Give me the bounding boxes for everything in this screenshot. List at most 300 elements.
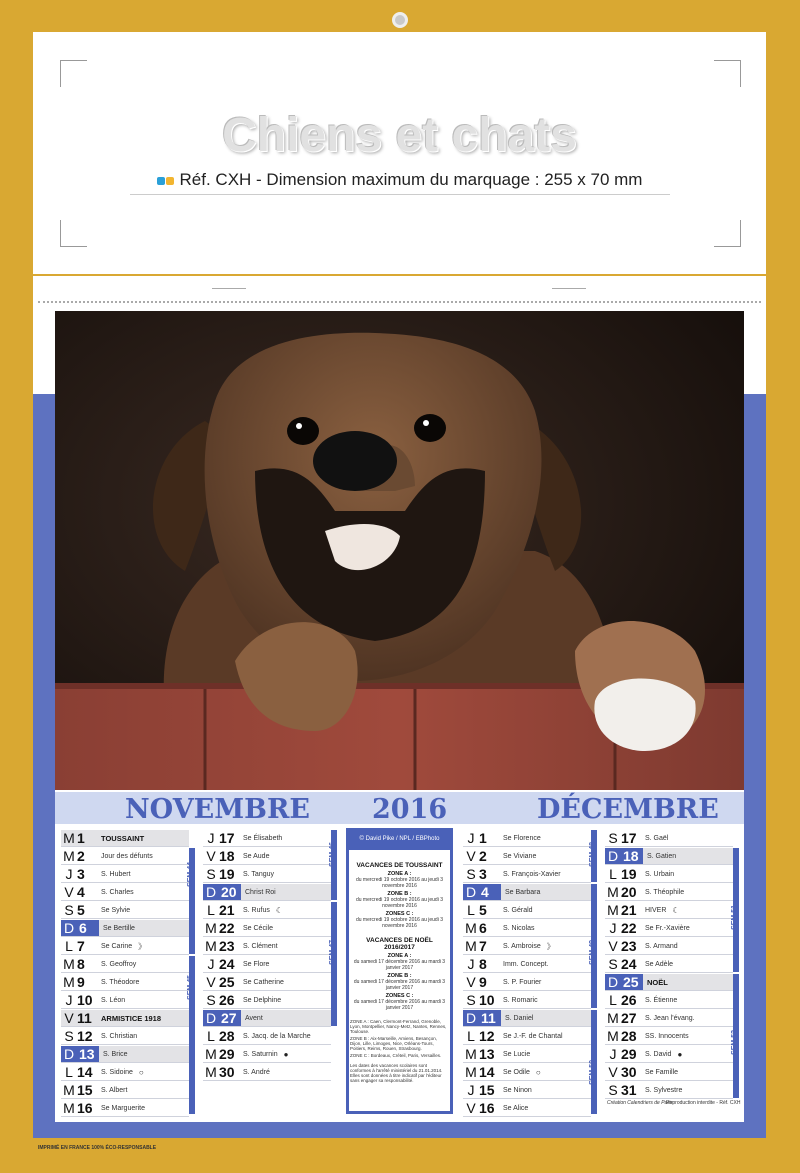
- day-row: [61, 1028, 189, 1045]
- saint-name: Se Cécile: [243, 924, 273, 932]
- day-row: [463, 992, 591, 1009]
- weekday-letter: V: [206, 848, 216, 864]
- day-row: [203, 866, 331, 883]
- saint-name: S. Sidoine: [101, 1068, 133, 1076]
- weekday-letter: M: [607, 884, 619, 900]
- tear-mark: [552, 288, 586, 289]
- day-number: 22: [621, 920, 637, 936]
- crop-mark: [60, 60, 87, 87]
- saint-name: Se Delphine: [243, 996, 282, 1004]
- noel-zone-b-dates: du samedi 17 décembre 2016 au mardi 3 janvier 2017: [353, 979, 446, 991]
- day-row: [203, 1046, 331, 1063]
- crop-mark: [60, 220, 87, 247]
- weekday-letter: L: [609, 992, 617, 1008]
- weekday-letter: M: [205, 1064, 217, 1080]
- day-number: 21: [219, 902, 235, 918]
- day-row: [605, 1028, 733, 1045]
- holidays-content: [350, 862, 449, 1083]
- saint-name: Se Famille: [645, 1068, 679, 1076]
- saint-name: S. Gérald: [503, 906, 533, 914]
- day-number: 21: [621, 902, 637, 918]
- saint-name: S. Gaël: [645, 834, 669, 842]
- week-label: SEM 48: [589, 842, 596, 867]
- day-row: [605, 1064, 733, 1081]
- day-row: [203, 992, 331, 1009]
- week-label: SEM 50: [589, 1060, 596, 1085]
- saint-name: Se Florence: [503, 834, 541, 842]
- zone-b-label: ZONE B :: [387, 891, 412, 897]
- weekday-letter: M: [205, 1046, 217, 1062]
- saint-name: Se Odile: [503, 1068, 530, 1076]
- day-number: 17: [621, 830, 637, 846]
- weekday-letter: V: [206, 974, 216, 990]
- day-row: [463, 1046, 591, 1063]
- weekday-letter: L: [609, 866, 617, 882]
- saint-name: S. Nicolas: [503, 924, 535, 932]
- weekday-letter: M: [63, 974, 75, 990]
- day-number: 29: [621, 1046, 637, 1062]
- week-label: SEM 47: [329, 940, 336, 965]
- zone-c-cities: ZONE C : Bordeaux, Créteil, Paris, Versailles.: [350, 1053, 442, 1058]
- day-row: [61, 902, 189, 919]
- divider: [130, 194, 670, 195]
- moon-phase-icon: ○: [535, 1067, 541, 1077]
- saint-name: S. Ambroise: [503, 942, 541, 950]
- saint-name: Christ Roi: [245, 888, 276, 896]
- weekday-letter: S: [64, 1028, 74, 1044]
- day-number: 16: [77, 1100, 93, 1116]
- moon-phase-icon: 》: [138, 941, 147, 951]
- weekday-letter: M: [465, 938, 477, 954]
- weekday-letter: S: [608, 830, 618, 846]
- dog-photo: [55, 311, 744, 790]
- zone-a-cities: ZONE A : Caen, Clermont-Ferrand, Grenoble, Lyon, Montpellier, Nancy-Metz, Nantes, Rennes, Toulouse.: [350, 1019, 447, 1034]
- day-row: [463, 866, 591, 883]
- day-row: [203, 1028, 331, 1045]
- day-row: [61, 956, 189, 973]
- weekday-letter: L: [65, 1064, 73, 1080]
- weekday-letter: S: [64, 902, 74, 918]
- weekday-letter: M: [205, 920, 217, 936]
- day-row: [605, 938, 733, 955]
- day-row: [203, 884, 331, 901]
- day-row: [203, 830, 331, 847]
- weekday-letter: D: [605, 848, 621, 864]
- zone-c-dates: du mercredi 19 octobre 2016 au jeudi 3 novembre 2016: [355, 917, 443, 929]
- day-row: [605, 920, 733, 937]
- day-row: [605, 1082, 733, 1099]
- day-row: [61, 1082, 189, 1099]
- week-label: SEM 49: [589, 940, 596, 965]
- weekday-letter: V: [64, 1010, 74, 1026]
- saint-name: Se Bertille: [103, 924, 135, 932]
- weekday-letter: M: [63, 848, 75, 864]
- moon-phase-icon: ☾: [672, 905, 680, 915]
- day-row: [61, 866, 189, 883]
- day-number: 17: [219, 830, 235, 846]
- day-row: [463, 1010, 591, 1027]
- weekday-letter: V: [608, 1064, 618, 1080]
- day-row: [463, 974, 591, 991]
- moon-phase-icon: ●: [283, 1049, 289, 1059]
- weekday-letter: D: [463, 884, 479, 900]
- saint-name: S. Daniel: [505, 1014, 534, 1022]
- weekday-letter: M: [465, 920, 477, 936]
- day-row: [605, 992, 733, 1009]
- day-number: 7: [77, 938, 85, 954]
- day-row: [61, 1064, 189, 1081]
- day-row: [203, 938, 331, 955]
- day-row: [605, 1010, 733, 1027]
- day-row: [463, 830, 591, 847]
- weekday-letter: D: [203, 1010, 219, 1026]
- day-row: [605, 956, 733, 973]
- saint-name: Se Adèle: [645, 960, 674, 968]
- day-number: 2: [479, 848, 487, 864]
- day-row: [203, 1010, 331, 1027]
- saint-name: S. Albert: [101, 1086, 128, 1094]
- day-number: 19: [621, 866, 637, 882]
- weekday-letter: V: [466, 1100, 476, 1116]
- day-row: [605, 974, 733, 991]
- weekday-letter: S: [206, 866, 216, 882]
- day-row: [61, 1010, 189, 1027]
- day-row: [605, 848, 733, 865]
- weekday-letter: J: [609, 920, 617, 936]
- day-row: [61, 992, 189, 1009]
- day-row: [463, 920, 591, 937]
- day-row: [605, 884, 733, 901]
- perforation-line: [38, 301, 761, 303]
- day-number: 24: [219, 956, 235, 972]
- day-row: [605, 902, 733, 919]
- saint-name: TOUSSAINT: [101, 833, 145, 843]
- weekday-letter: V: [466, 974, 476, 990]
- day-number: 1: [77, 830, 85, 846]
- day-row: [203, 956, 331, 973]
- saint-name: Se Alice: [503, 1104, 529, 1112]
- weekday-letter: V: [64, 884, 74, 900]
- day-row: [463, 956, 591, 973]
- day-row: [463, 1100, 591, 1117]
- day-number: 26: [219, 992, 235, 1008]
- day-number: 5: [77, 902, 85, 918]
- weekday-letter: S: [466, 866, 476, 882]
- day-row: [463, 902, 591, 919]
- day-number: 3: [479, 866, 487, 882]
- weekday-letter: J: [65, 866, 73, 882]
- saint-name: Se Carine: [101, 942, 133, 950]
- eco-label: IMPRIMÉ EN FRANCE 100% ÉCO-RESPONSABLE: [38, 1145, 157, 1151]
- day-number: 10: [77, 992, 93, 1008]
- day-number: 16: [479, 1100, 495, 1116]
- day-number: 28: [621, 1028, 637, 1044]
- day-row: [61, 830, 189, 847]
- day-number: 14: [479, 1064, 495, 1080]
- saint-name: S. Gatien: [647, 852, 677, 860]
- zone-a-label: ZONE A :: [387, 871, 412, 877]
- day-number: 20: [621, 884, 637, 900]
- day-number: 9: [479, 974, 487, 990]
- week-label: SEM 52: [731, 1030, 738, 1055]
- day-number: 9: [77, 974, 85, 990]
- saint-name: S. P. Fourier: [503, 978, 542, 986]
- brand-logo-icon: [157, 171, 174, 191]
- day-number: 10: [479, 992, 495, 1008]
- day-row: [463, 1082, 591, 1099]
- day-number: 1: [479, 830, 487, 846]
- creation-label: Création Calendriers de Paris: [607, 1100, 673, 1106]
- day-number: 13: [77, 1046, 99, 1062]
- moon-phase-icon: 》: [546, 941, 555, 951]
- reference-text: Réf. CXH - Dimension maximum du marquage : 255 x 70 mm: [179, 170, 643, 189]
- week-label: SEM 45: [187, 975, 194, 1000]
- noel-title: VACANCES DE NOËL 2016/2017: [366, 937, 433, 951]
- zone-c-label: ZONES C :: [385, 911, 414, 917]
- saint-name: Se Aude: [243, 852, 270, 860]
- day-number: 27: [621, 1010, 637, 1026]
- saint-name: S. Charles: [101, 888, 134, 896]
- saint-name: S. Geoffroy: [101, 960, 137, 968]
- saint-name: S. David: [645, 1050, 672, 1058]
- week-label: SEM 46: [329, 842, 336, 867]
- day-row: [463, 1028, 591, 1045]
- day-row: [203, 902, 331, 919]
- day-row: [61, 938, 189, 955]
- saint-name: Avent: [245, 1014, 263, 1022]
- day-number: 23: [219, 938, 235, 954]
- weekday-letter: L: [467, 902, 475, 918]
- year-label: 2016: [372, 794, 448, 825]
- day-number: 15: [77, 1082, 93, 1098]
- week-label: SEM 51: [731, 905, 738, 930]
- saint-name: S. Clément: [243, 942, 278, 950]
- saint-name: Se Catherine: [243, 978, 284, 986]
- weekday-letter: J: [207, 956, 215, 972]
- saint-name: S. Théophile: [645, 888, 685, 896]
- weekday-letter: D: [203, 884, 219, 900]
- saint-name: S. Jean l'évang.: [645, 1014, 695, 1022]
- day-number: 25: [621, 974, 643, 990]
- weekday-letter: M: [465, 1064, 477, 1080]
- weekday-letter: J: [609, 1046, 617, 1062]
- weekday-letter: S: [608, 1082, 618, 1098]
- day-number: 3: [77, 866, 85, 882]
- day-number: 20: [219, 884, 241, 900]
- day-row: [61, 848, 189, 865]
- weekday-letter: L: [207, 902, 215, 918]
- weekday-letter: M: [607, 902, 619, 918]
- day-row: [203, 920, 331, 937]
- weekday-letter: L: [467, 1028, 475, 1044]
- day-number: 15: [479, 1082, 495, 1098]
- day-number: 23: [621, 938, 637, 954]
- saint-name: Se Élisabeth: [243, 834, 283, 842]
- zone-b-dates: du mercredi 19 octobre 2016 au jeudi 3 novembre 2016: [355, 897, 443, 909]
- weekday-letter: D: [605, 974, 621, 990]
- weekday-letter: L: [207, 1028, 215, 1044]
- day-number: 6: [479, 920, 487, 936]
- day-number: 4: [479, 884, 501, 900]
- day-row: [605, 1046, 733, 1063]
- saint-name: Se J.-F. de Chantal: [503, 1032, 563, 1040]
- toussaint-title: VACANCES DE TOUSSAINT: [356, 862, 443, 869]
- saint-name: Se Marguerite: [101, 1104, 145, 1112]
- day-number: 2: [77, 848, 85, 864]
- saint-name: S. Christian: [101, 1032, 138, 1040]
- saint-name: Se Fr.-Xavière: [645, 924, 690, 932]
- photo-credit: © David Pike / NPL / EBPhoto: [346, 828, 453, 850]
- crop-mark: [714, 60, 741, 87]
- day-row: [463, 1064, 591, 1081]
- reproduction-label: Reproduction interdite - Réf. CXH: [666, 1100, 741, 1106]
- noel-zone-c-dates: du samedi 17 décembre 2016 au mardi 3 janvier 2017: [353, 999, 446, 1011]
- day-row: [61, 1046, 189, 1063]
- saint-name: S. Rufus: [243, 906, 270, 914]
- disclaimer: Les dates des vacances scolaires sont conformes à l'arrêté ministériel du 21.01.2014. Elles sont données à titre indicatif par l'éditeur sans engager sa responsabilité.: [350, 1063, 443, 1083]
- day-row: [61, 974, 189, 991]
- day-number: 11: [77, 1010, 92, 1026]
- saint-name: S. Tanguy: [243, 870, 275, 878]
- weekday-letter: J: [467, 956, 475, 972]
- noel-zone-c-label: ZONES C :: [385, 993, 414, 999]
- day-number: 19: [219, 866, 235, 882]
- saint-name: S. Sylvestre: [645, 1086, 683, 1094]
- day-row: [61, 920, 189, 937]
- saint-name: HIVER: [645, 906, 667, 914]
- day-number: 25: [219, 974, 235, 990]
- weekday-letter: J: [467, 1082, 475, 1098]
- weekday-letter: S: [206, 992, 216, 1008]
- moon-phase-icon: ●: [677, 1049, 683, 1059]
- weekday-letter: M: [205, 938, 217, 954]
- day-row: [463, 884, 591, 901]
- weekday-letter: M: [465, 1046, 477, 1062]
- weekday-letter: D: [61, 920, 77, 936]
- day-number: 5: [479, 902, 487, 918]
- saint-name: Se Sylvie: [101, 906, 131, 914]
- day-number: 4: [77, 884, 85, 900]
- saint-name: Se Barbara: [505, 888, 541, 896]
- day-number: 14: [77, 1064, 93, 1080]
- day-number: 30: [219, 1064, 235, 1080]
- saint-name: SS. Innocents: [645, 1032, 689, 1040]
- saint-name: Se Lucie: [503, 1050, 531, 1058]
- saint-name: S. Brice: [103, 1050, 128, 1058]
- weekday-letter: D: [463, 1010, 479, 1026]
- saint-name: ARMISTICE 1918: [101, 1013, 162, 1023]
- saint-name: S. Saturnin: [243, 1050, 278, 1058]
- zone-a-dates: du mercredi 19 octobre 2016 au jeudi 3 novembre 2016: [355, 877, 443, 889]
- day-row: [605, 866, 733, 883]
- day-number: 31: [621, 1082, 637, 1098]
- saint-name: NOËL: [647, 977, 668, 987]
- day-number: 27: [219, 1010, 241, 1026]
- day-number: 12: [77, 1028, 93, 1044]
- saint-name: S. Étienne: [645, 996, 678, 1004]
- day-number: 11: [479, 1010, 501, 1026]
- calendar-title: Chiens et chats: [222, 109, 577, 162]
- day-number: 12: [479, 1028, 495, 1044]
- saint-name: S. Romaric: [503, 996, 538, 1004]
- day-row: [61, 1100, 189, 1117]
- weekday-letter: M: [607, 1028, 619, 1044]
- crop-mark: [714, 220, 741, 247]
- day-row: [203, 848, 331, 865]
- weekday-letter: S: [466, 992, 476, 1008]
- day-row: [463, 938, 591, 955]
- weekday-letter: M: [63, 1100, 75, 1116]
- noel-zone-a-label: ZONE A :: [387, 953, 412, 959]
- moon-phase-icon: ☾: [275, 905, 284, 915]
- day-number: 18: [621, 848, 643, 864]
- day-number: 8: [77, 956, 85, 972]
- saint-name: Jour des défunts: [101, 852, 153, 860]
- saint-name: S. Théodore: [101, 978, 140, 986]
- saint-name: Imm. Concept.: [503, 960, 549, 968]
- saint-name: S. Urbain: [645, 870, 675, 878]
- weekday-letter: M: [63, 1082, 75, 1098]
- saint-name: Se Viviane: [503, 852, 537, 860]
- day-number: 13: [479, 1046, 495, 1062]
- month-december: DÉCEMBRE: [537, 794, 719, 825]
- day-number: 24: [621, 956, 637, 972]
- day-number: 18: [219, 848, 235, 864]
- weekday-letter: D: [61, 1046, 77, 1062]
- day-number: 28: [219, 1028, 235, 1044]
- day-number: 8: [479, 956, 487, 972]
- weekday-letter: V: [608, 938, 618, 954]
- day-row: [61, 884, 189, 901]
- month-november: NOVEMBRE: [125, 794, 310, 825]
- saint-name: S. Jacq. de la Marche: [243, 1032, 311, 1040]
- weekday-letter: J: [207, 830, 215, 846]
- saint-name: Se Ninon: [503, 1086, 532, 1094]
- saint-name: S. Léon: [101, 996, 126, 1004]
- noel-zone-a-dates: du samedi 17 décembre 2016 au mardi 3 janvier 2017: [353, 959, 446, 971]
- day-number: 26: [621, 992, 637, 1008]
- day-row: [463, 848, 591, 865]
- day-row: [203, 974, 331, 991]
- weekday-letter: J: [65, 992, 73, 1008]
- saint-name: S. Hubert: [101, 870, 131, 878]
- weekday-letter: J: [467, 830, 475, 846]
- day-number: 29: [219, 1046, 235, 1062]
- weekday-letter: M: [607, 1010, 619, 1026]
- day-number: 6: [77, 920, 99, 936]
- tear-mark: [212, 288, 246, 289]
- weekday-letter: V: [466, 848, 476, 864]
- saint-name: S. François-Xavier: [503, 870, 561, 878]
- weekday-letter: M: [63, 956, 75, 972]
- week-label: SEM 44: [187, 862, 194, 887]
- day-number: 30: [621, 1064, 637, 1080]
- day-row: [605, 830, 733, 847]
- zone-b-cities: ZONE B : Aix-Marseille, Amiens, Besançon, Dijon, Lille, Limoges, Nice, Orléans-Tours, Poitiers, Reims, Rouen, Strasbourg.: [350, 1036, 438, 1051]
- day-row: [203, 1064, 331, 1081]
- reference-line: [33, 170, 766, 191]
- day-number: 7: [479, 938, 487, 954]
- saint-name: Se Flore: [243, 960, 270, 968]
- weekday-letter: L: [65, 938, 73, 954]
- hanging-grommet: [392, 12, 408, 28]
- saint-name: S. André: [243, 1068, 270, 1076]
- day-number: 22: [219, 920, 235, 936]
- weekday-letter: M: [63, 830, 75, 846]
- noel-zone-b-label: ZONE B :: [387, 973, 412, 979]
- saint-name: S. Armand: [645, 942, 678, 950]
- weekday-letter: S: [608, 956, 618, 972]
